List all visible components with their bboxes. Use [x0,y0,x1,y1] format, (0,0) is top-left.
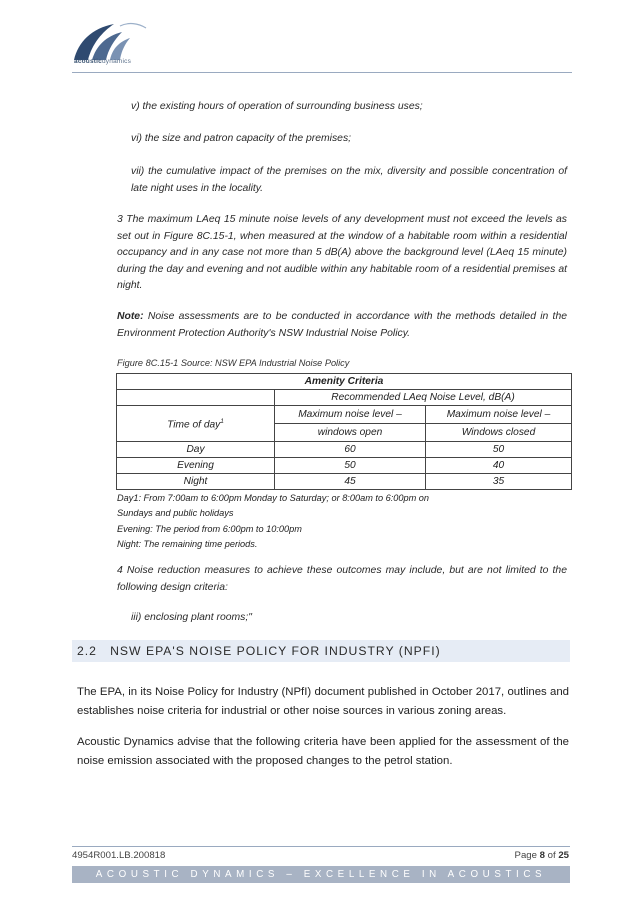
list-item-vi: vi) the size and patron capacity of the premises; [131,133,352,144]
list-item-iii: iii) enclosing plant rooms;" [131,612,252,623]
body-paragraph-2: Acoustic Dynamics advise that the following criteria have been applied for the assessment of the noise emission associated with the proposed changes to the petrol station. [77,736,569,767]
page-total: 25 [558,850,569,861]
note-text: Noise assessments are to be conducted in accordance with the methods detailed in the Environment Protection Authority's NSW Industrial Noise Policy. [117,311,568,339]
section-heading [77,644,441,658]
row-time: Day [117,442,275,458]
table-note-line: Evening: The period from 6:00pm to 10:00pm [117,523,302,534]
table-note-line: Day1: From 7:00am to 6:00pm Monday to Saturday; or 8:00am to 6:00pm on [117,493,430,503]
header-rule [72,72,572,73]
row-closed: 35 [426,474,572,490]
page-of: of [547,850,556,861]
table-empty-cell [117,390,275,406]
body-paragraph-1: The EPA, in its Noise Policy for Industry (NPfI) document published in October 2017, outlines and establishes noise criteria for industrial or other noise sources in various zoning areas. [77,686,569,717]
table-group-header: Recommended LAeq Noise Level, dB(A) [275,390,572,406]
table-title-row [117,374,572,390]
row-open: 60 [275,442,426,458]
page-prefix: Page [514,850,537,861]
table-row [117,458,572,474]
logo-brand-text: acoustic [74,58,102,65]
row-time: Evening [117,458,275,474]
amenity-criteria-table [116,373,572,490]
section-heading-bar [72,640,570,662]
col-closed-header-line2: Windows closed [426,424,572,442]
table-notes [117,491,429,553]
section-number: 2.2 [77,644,97,658]
col-open-header-line2: windows open [275,424,426,442]
footer-tagline: ACOUSTIC DYNAMICS – EXCELLENCE IN ACOUSTICS [95,869,547,880]
footer-tagline-band [72,866,570,883]
row-time: Night [117,474,275,490]
page-current: 8 [539,850,545,861]
paragraph-4: 4 Noise reduction measures to achieve these outcomes may include, but are not limited to the following design criteria: [117,565,567,593]
footnote-marker: 1 [220,418,224,426]
table-row [117,442,572,458]
section-title: NSW EPA'S NOISE POLICY FOR INDUSTRY (NPFI) [110,644,441,658]
list-item-vii: vii) the cumulative impact of the premises on the mix, diversity and possible concentration of late night uses in the locality. [131,166,567,194]
footer-rule [72,846,570,847]
table-note-line: Night: The remaining time periods. [117,539,258,550]
figure-caption: Figure 8C.15-1 Source: NSW EPA Industrial Noise Policy [117,358,350,368]
col-open-header-line1: Maximum noise level – [275,406,426,424]
table-header-row [117,406,572,424]
table-note-line: Sundays and public holidays [117,508,234,519]
table-group-row [117,390,572,406]
note-label: Note: [117,311,144,322]
row-open: 45 [275,474,426,490]
col-closed-header-line1: Maximum noise level – [426,406,572,424]
note-paragraph [117,309,567,342]
paragraph-3: 3 The maximum LAeq 15 minute noise levels of any development must not exceed the levels as set out in Figure 8C.15-1, when measured at the window of a habitable room within a residential occupancy and in any case not more than 5 dB(A) above the background level (LAeq 15 minute) during the day and evening and not audible within any habitable room of a residential premises at night. [117,214,567,292]
document-reference: 4954R001.LB.200818 [72,850,166,861]
table-title: Amenity Criteria [117,374,572,390]
logo-suffix-text: dynamics [101,58,132,65]
row-open: 50 [275,458,426,474]
time-of-day-label: Time of day [167,419,221,431]
table-row [117,474,572,490]
page-number [515,850,569,861]
list-item-v: v) the existing hours of operation of surrounding business uses; [131,101,423,112]
logo-wordmark [74,58,131,65]
row-closed: 40 [426,458,572,474]
time-of-day-header [117,406,275,442]
row-closed: 50 [426,442,572,458]
